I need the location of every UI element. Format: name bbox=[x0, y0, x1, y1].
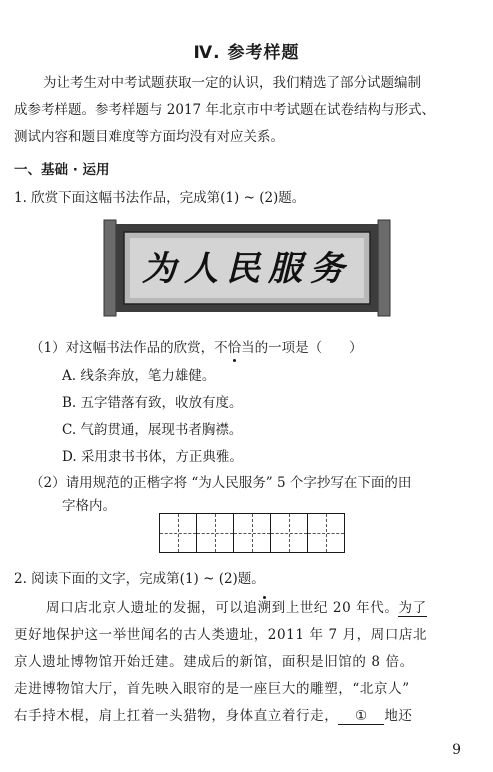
question-1-stem: 1. 欣赏下面这幅书法作品，完成第(1) ~ (2)题。 bbox=[14, 190, 306, 206]
option-b: B. 五字错落有致，收放有度。 bbox=[62, 395, 243, 411]
question-2-stem: 2. 阅读下面的文字，完成第(1) ~ (2)题。 bbox=[14, 571, 265, 587]
passage-line-1 bbox=[46, 596, 427, 616]
intro-line-1: 为让考生对中考试题获取一定的认识，我们精选了部分试题编制 bbox=[43, 75, 421, 91]
section-heading-basics: 一、基础 · 运用 bbox=[14, 162, 110, 178]
tianzige-cell[interactable] bbox=[159, 513, 197, 553]
tianzige-cell[interactable] bbox=[233, 513, 271, 553]
page-number: 9 bbox=[452, 742, 461, 758]
tianzige-cell[interactable] bbox=[196, 513, 234, 553]
passage-line-2: 更好地保护这一举世闻名的古人类遗址，2011 年 7 月，周口店北 bbox=[14, 627, 428, 643]
passage-1b-dotted: 溯 bbox=[257, 600, 272, 616]
passage-5b: 地还 bbox=[384, 708, 413, 724]
intro-line-2: 成参考样题。参考样题与 2017 年北京市中考试题在试卷结构与形式、 bbox=[14, 102, 435, 118]
sub1-emphasis bbox=[214, 340, 255, 356]
option-a: A. 线条奔放，笔力雄健。 bbox=[62, 368, 216, 384]
blank-1[interactable]: ① bbox=[338, 708, 384, 725]
option-c: C. 气韵贯通，展现书者胸襟。 bbox=[62, 422, 243, 438]
page-title: Ⅳ. 参考样题 bbox=[193, 43, 300, 63]
question-1-sub-1 bbox=[30, 336, 363, 356]
calligraphy-text: 为人民服务 bbox=[142, 249, 352, 289]
tianzige-grid bbox=[160, 513, 345, 553]
tianzige-cell[interactable] bbox=[270, 513, 308, 553]
passage-line-5 bbox=[14, 704, 413, 725]
option-d: D. 采用隶书书体，方正典雅。 bbox=[62, 449, 243, 465]
calligraphy-scroll-image bbox=[102, 214, 392, 322]
sub1-suffix: 的一项是（ ） bbox=[254, 340, 363, 356]
passage-1d-underlined: 为了 bbox=[398, 600, 427, 616]
question-1-sub-2-line-2: 字格内。 bbox=[62, 498, 116, 514]
passage-line-3: 京人遗址博物馆开始迁建。建成后的新馆，面积是旧馆的 8 倍。 bbox=[14, 654, 414, 670]
passage-1c: 到上世纪 20 年代。 bbox=[271, 600, 399, 616]
passage-1a: 周口店北京人遗址的发掘，可以追 bbox=[46, 600, 258, 616]
sub1-prefix: （1）对这幅书法作品的欣赏， bbox=[30, 340, 215, 356]
emphasis-text: 不恰当 bbox=[214, 340, 255, 356]
passage-line-4: 走进博物馆大厅，首先映入眼帘的是一座巨大的雕塑，“北京人” bbox=[14, 681, 410, 697]
intro-line-3: 测试内容和题目难度等方面均没有对应关系。 bbox=[14, 129, 284, 145]
tianzige-cell[interactable] bbox=[307, 513, 345, 553]
passage-5a: 右手持木棍，肩上扛着一头猎物，身体直立着行走， bbox=[14, 708, 339, 724]
question-1-sub-2-line-1: （2）请用规范的正楷字将 “为人民服务” 5 个字抄写在下面的田 bbox=[30, 475, 412, 491]
